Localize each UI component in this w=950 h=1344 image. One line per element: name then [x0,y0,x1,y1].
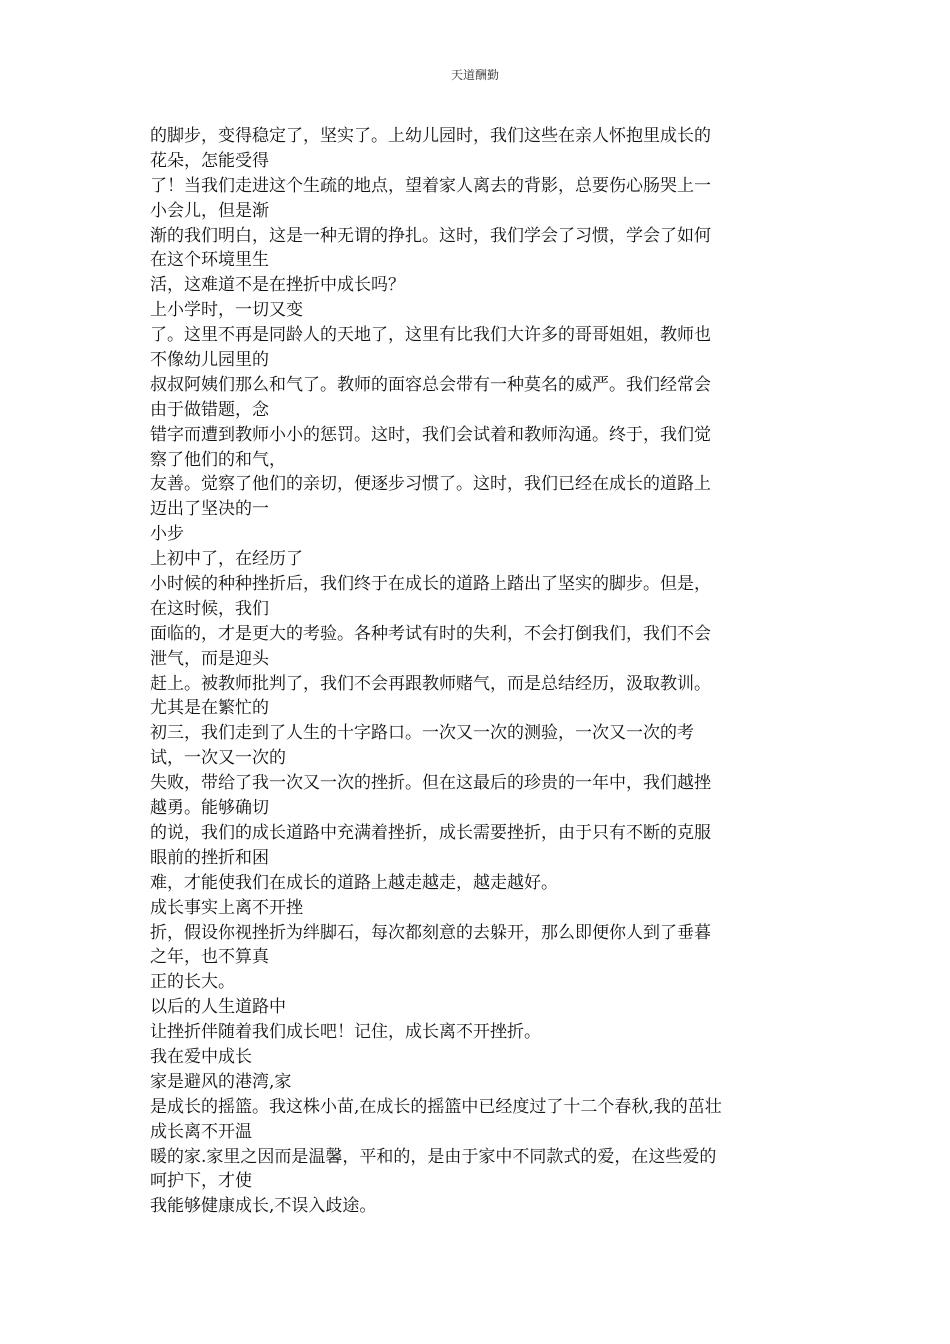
body-line: 越勇。能够确切 [150,798,269,819]
body-line: 不像幼儿园里的 [150,350,269,371]
body-line: 花朵，怎能受得 [150,150,269,171]
body-line: 小会儿，但是渐 [150,200,269,221]
body-line: 成长离不开温 [150,1121,252,1142]
body-line: 尤其是在繁忙的 [150,698,269,719]
body-line: 家是避风的港湾,家 [150,1071,292,1092]
body-line: 初三，我们走到了人生的十字路口。一次又一次的测验，一次又一次的考 [150,723,694,744]
body-line: 成长事实上离不开挫 [150,897,303,918]
body-line: 由于做错题，念 [150,399,269,420]
body-line: 在这个环境里生 [150,250,269,271]
body-line: 的脚步，变得稳定了，坚实了。上幼儿园时，我们这些在亲人怀抱里成长的 [150,126,711,146]
body-line: 是成长的摇篮。我这株小苗,在成长的摇篮中已经度过了十二个春秋,我的茁壮 [150,1096,722,1117]
body-line: 暖的家.家里之因而是温馨，平和的，是由于家中不同款式的爱，在这些爱的 [150,1146,717,1167]
section-title: 我在爱中成长 [150,1046,252,1067]
body-line: 活，这难道不是在挫折中成长吗？ [150,275,405,296]
document-body [150,124,800,1219]
body-line: 的说，我们的成长道路中充满着挫折，成长需要挫折，由于只有不断的克服 [150,822,711,843]
body-line: 小步 [150,524,184,545]
body-line: 之年，也不算真 [150,947,269,968]
body-line: 让挫折伴随着我们成长吧！记住，成长离不开挫折。 [150,1022,541,1043]
body-line: 叔叔阿姨们那么和气了。教师的面容总会带有一种莫名的威严。我们经常会 [150,374,711,395]
body-line: 了！当我们走进这个生疏的地点，望着家人离去的背影，总要伤心肠哭上一 [150,175,711,196]
body-line: 试，一次又一次的 [150,748,286,769]
body-line: 上小学时，一切又变 [150,300,303,321]
body-line: 友善。觉察了他们的亲切，便逐步习惯了。这时，我们已经在成长的道路上 [150,474,711,495]
body-line: 正的长大。 [150,972,235,993]
body-line: 在这时候，我们 [150,598,269,619]
body-line: 上初中了，在经历了 [150,549,303,570]
body-line: 我能够健康成长,不误入歧途。 [150,1196,377,1217]
page-header: 天道酬勤 [450,68,499,82]
body-line: 难，才能使我们在成长的道路上越走越走，越走越好。 [150,872,558,893]
body-line: 错字而遭到教师小小的惩罚。这时，我们会试着和教师沟通。终于，我们觉 [150,424,711,445]
body-line: 察了他们的和气， [150,449,286,470]
body-line: 面临的，才是更大的考验。各种考试有时的失利，不会打倒我们，我们不会 [150,623,711,644]
body-line: 眼前的挫折和困 [150,847,269,868]
body-line: 折，假设你视挫折为绊脚石，每次都刻意的去躲开，那么即便你人到了垂暮 [150,922,711,943]
body-line: 赶上。被教师批判了，我们不会再跟教师赌气，而是总结经历，汲取教训。 [150,673,711,694]
body-line: 渐的我们明白，这是一种无谓的挣扎。这时，我们学会了习惯，学会了如何 [150,225,711,246]
body-line: 了。这里不再是同龄人的天地了，这里有比我们大许多的哥哥姐姐，教师也 [150,325,711,346]
body-line: 泄气，而是迎头 [150,648,269,669]
body-line: 呵护下，才使 [150,1171,252,1192]
body-line: 小时候的种种挫折后，我们终于在成长的道路上踏出了坚实的脚步。但是， [150,574,711,595]
body-line: 失败，带给了我一次又一次的挫折。但在这最后的珍贵的一年中，我们越挫 [150,773,711,794]
body-line: 以后的人生道路中 [150,997,286,1018]
body-line: 迈出了坚决的一 [150,499,269,520]
